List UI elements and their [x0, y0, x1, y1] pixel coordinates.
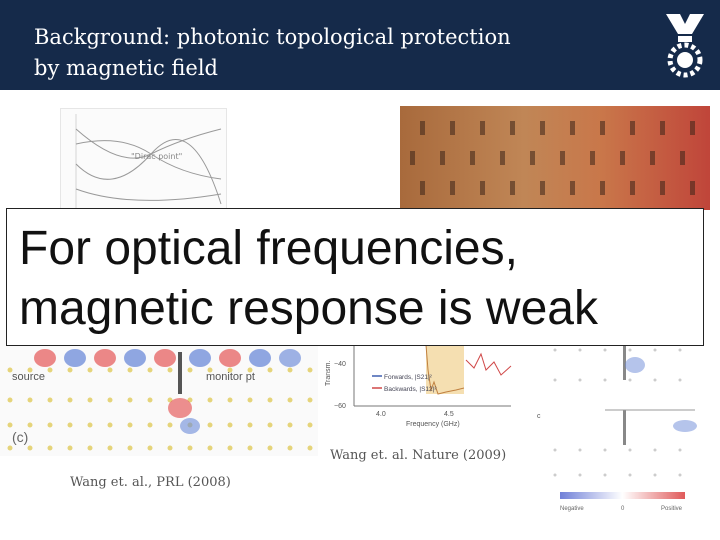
field-pattern-figure: [0, 330, 318, 456]
slide-title-line1: Background: photonic topological protection: [34, 25, 511, 49]
x-tick-2: 4.5: [444, 411, 454, 418]
y-tick-2: −60: [334, 403, 346, 410]
field-panel-right: [535, 340, 705, 515]
caption-prl: Wang et. al., PRL (2008): [70, 475, 231, 490]
caption-nature: Wang et. al. Nature (2009): [330, 448, 507, 463]
monitor-label: monitor pt: [206, 371, 255, 383]
x-tick-1: 4.0: [376, 411, 386, 418]
x-axis-label: Frequency (GHz): [406, 421, 460, 428]
band-structure-figure: [60, 108, 227, 220]
y-axis-label: Transm.: [325, 360, 332, 386]
legend-backward: Backwards, |S12|²: [384, 386, 437, 393]
dirac-point-label: "Dirac point": [131, 152, 183, 161]
slide-title: [34, 22, 594, 84]
colorbar: [560, 492, 685, 499]
colorbar-positive: Positive: [661, 506, 683, 512]
legend-forward: Forwards, |S21|²: [384, 374, 432, 381]
rod-lattice: [8, 368, 313, 451]
banner-line1: For optical frequencies,: [19, 222, 518, 275]
transmission-plot: [326, 340, 516, 430]
banner-line2: magnetic response is weak: [19, 282, 598, 335]
slide-header: [0, 0, 720, 90]
slide-title-line2: by magnetic field: [34, 56, 218, 80]
panel-tag-c: (c): [12, 429, 29, 445]
overlay-banner: [6, 208, 704, 346]
field-lobes: [34, 349, 301, 434]
y-tick-1: −40: [334, 361, 346, 368]
sample-photo: [400, 106, 710, 210]
colorbar-zero: 0: [621, 506, 625, 512]
source-label: source: [12, 371, 46, 383]
colorbar-negative: Negative: [560, 506, 584, 512]
panel-tag-right: c: [537, 413, 541, 420]
technion-logo-icon: [662, 10, 708, 80]
